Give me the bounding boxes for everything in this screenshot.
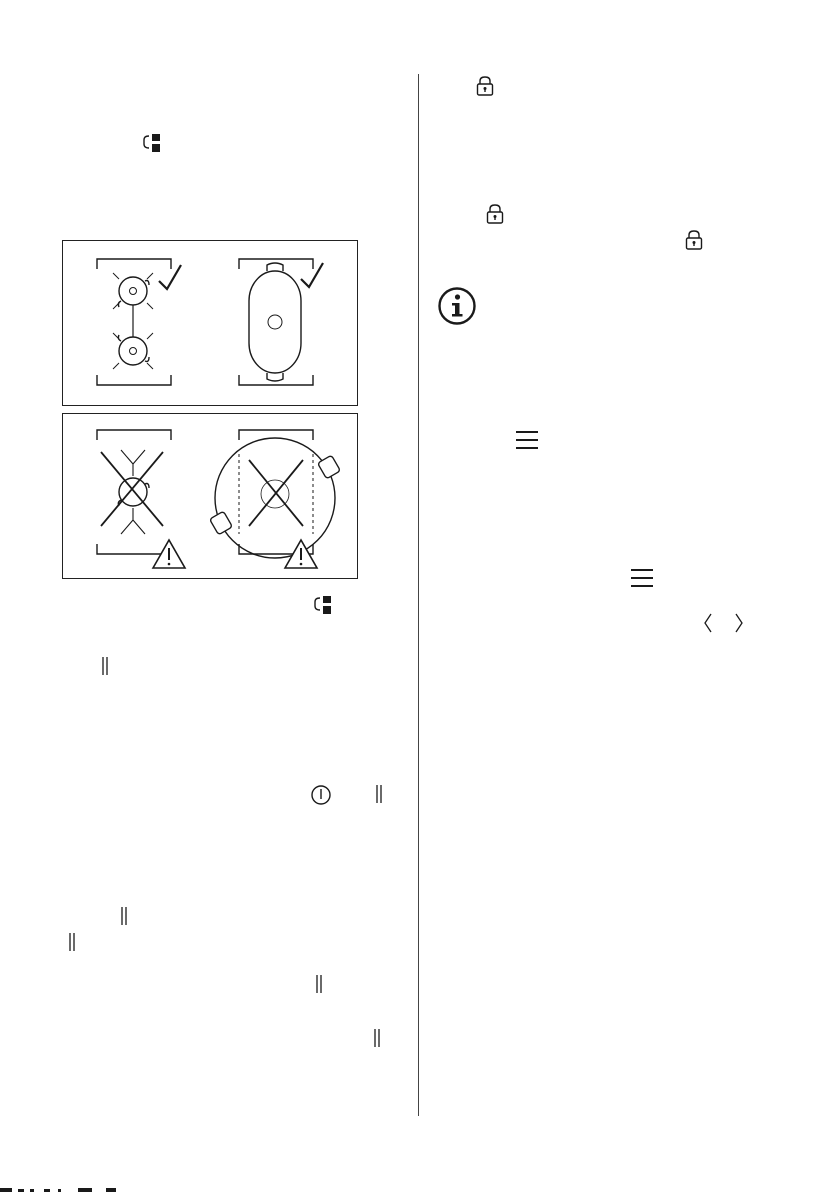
menu-icon (630, 568, 654, 588)
page-footer-fragment (0, 1186, 150, 1192)
column-divider (418, 74, 419, 1116)
chevron-left-icon (702, 612, 714, 634)
round-pot-lower (113, 333, 153, 369)
lock-icon (475, 76, 495, 96)
oval-pot (249, 263, 301, 381)
pause-icon (67, 932, 77, 952)
pause-icon (372, 1028, 382, 1048)
incorrect-placement-panel (62, 413, 358, 579)
lock-icon (684, 230, 704, 250)
correct-placement-panel (62, 240, 358, 406)
chevron-right-icon (733, 612, 745, 634)
correct-placement-illustration (63, 241, 357, 405)
checkmark-icon (159, 265, 181, 289)
bridge-icon (314, 596, 336, 616)
pause-icon (119, 906, 129, 926)
menu-icon (515, 430, 539, 450)
pause-icon (100, 656, 110, 676)
lock-icon (485, 204, 505, 224)
bridge-icon (143, 134, 165, 154)
power-icon (310, 784, 332, 806)
info-icon (437, 286, 477, 326)
pause-icon (374, 784, 384, 804)
round-pot-upper (113, 273, 153, 309)
pause-icon (314, 974, 324, 994)
checkmark-icon (301, 263, 323, 287)
incorrect-placement-illustration (63, 414, 357, 578)
